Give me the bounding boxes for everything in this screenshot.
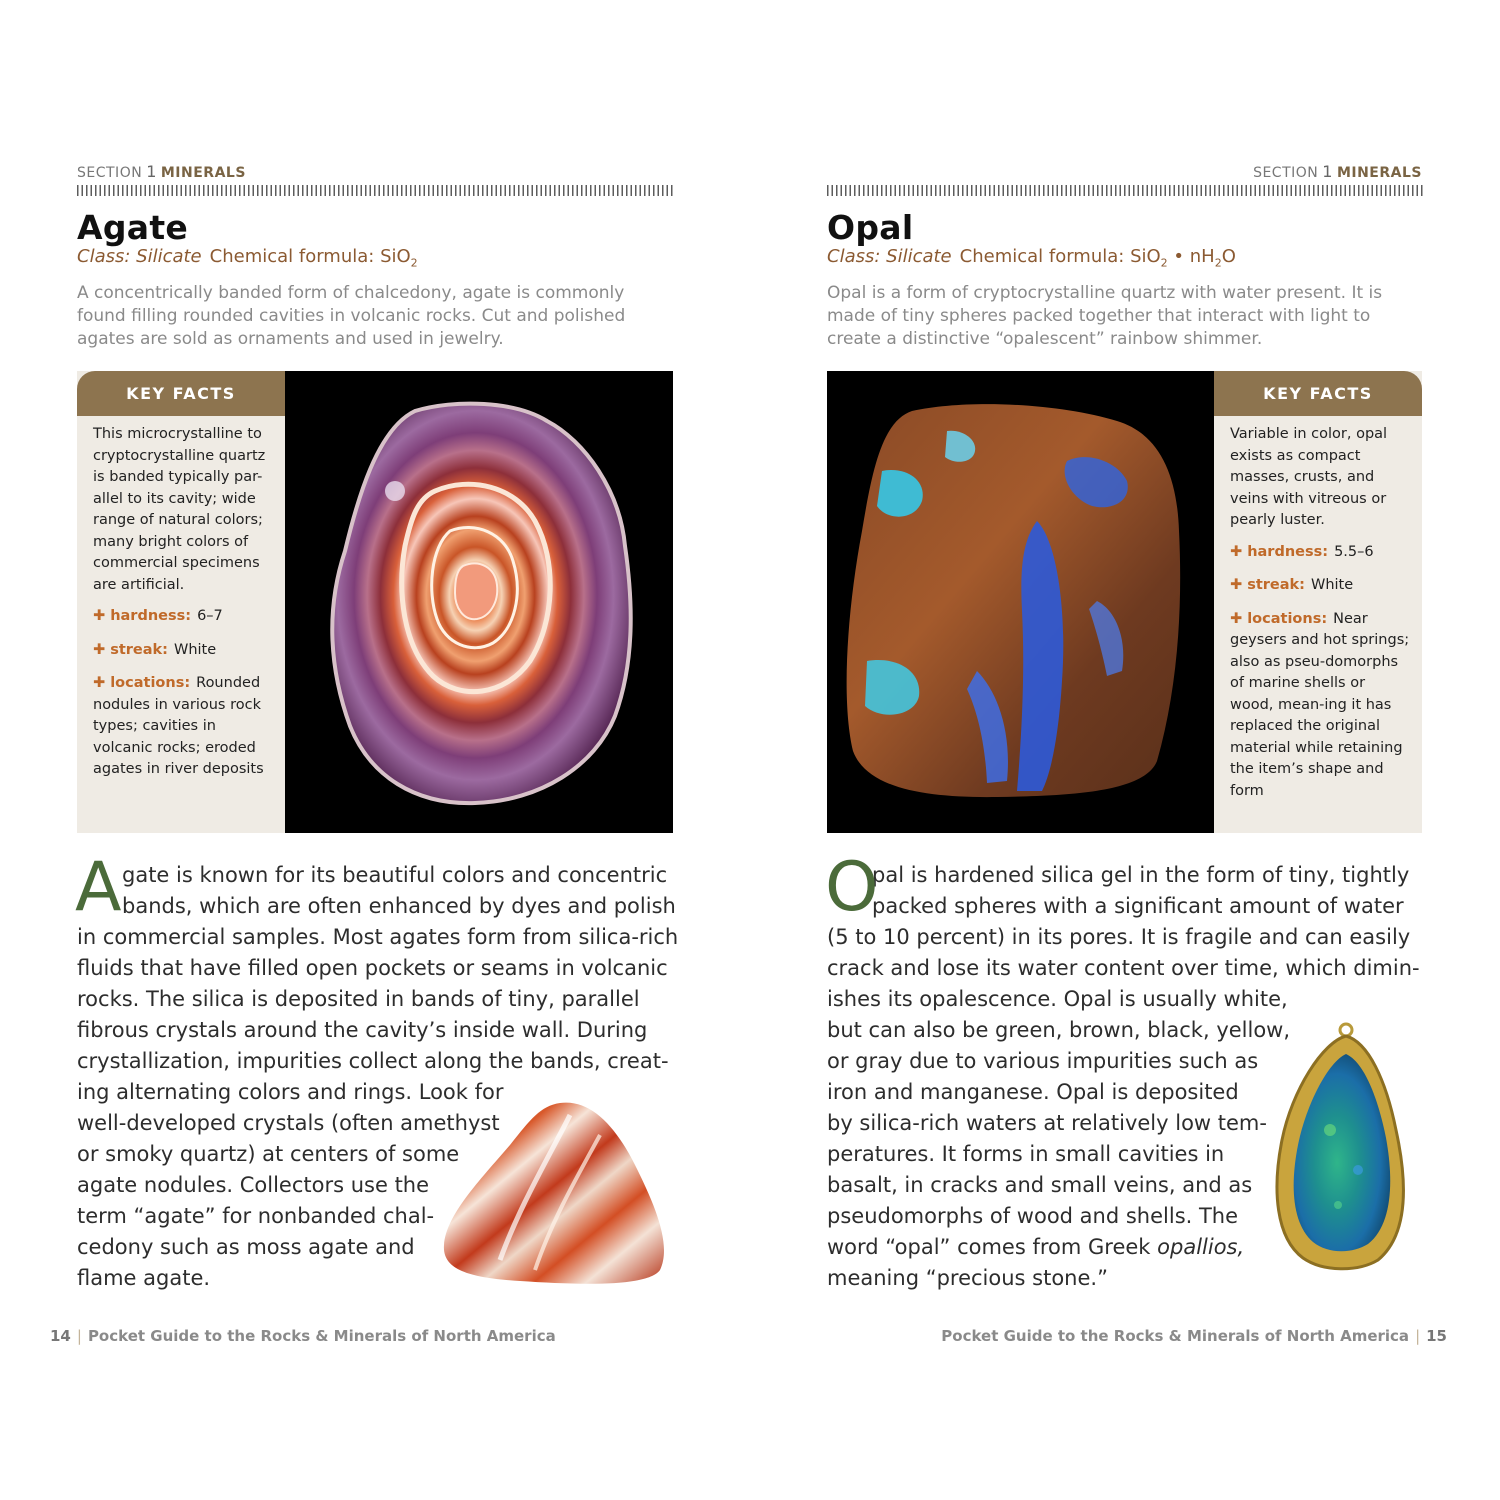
- body-line: pal is hardened silica gel in the form of tiny, tightly: [872, 863, 1410, 887]
- formula-label: Chemical formula: SiO: [209, 246, 411, 267]
- body-line: iron and manganese. Opal is deposited: [827, 1080, 1239, 1104]
- class-label: Class: Silicate: [827, 246, 952, 267]
- body-line: basalt, in cracks and small veins, and as: [827, 1173, 1253, 1197]
- plus-icon: ✚: [1230, 543, 1248, 560]
- section-label: SECTION: [77, 165, 143, 181]
- fact-value: White: [1310, 577, 1354, 593]
- formula-label: Chemical formula: SiO: [959, 246, 1161, 267]
- page-number: 14: [50, 1327, 71, 1345]
- formula-middle: • nH: [1167, 246, 1215, 267]
- agate-slice-image: [285, 371, 673, 833]
- fact-hardness: [1230, 542, 1412, 564]
- section-header: [1253, 162, 1422, 181]
- fact-label: streak:: [1247, 577, 1305, 593]
- body-line: ishes its opalescence. Opal is usually white,: [827, 987, 1288, 1011]
- page-number: 15: [1426, 1327, 1447, 1345]
- body-line: bands, which are often enhanced by dyes and polish: [122, 894, 676, 918]
- fact-label: locations:: [1247, 610, 1328, 627]
- body-line: meaning “precious stone.”: [827, 1266, 1108, 1290]
- body-line: (5 to 10 percent) in its pores. It is fragile and can easily: [827, 925, 1411, 949]
- plus-icon: ✚: [93, 641, 111, 658]
- fact-hardness: [93, 606, 275, 628]
- section-name: MINERALS: [1336, 165, 1422, 181]
- formula-subscript: 2: [1214, 256, 1222, 270]
- fact-locations: [93, 673, 275, 781]
- formula-subscript: 2: [1160, 256, 1168, 270]
- body-line-text: word “opal” comes from Greek: [827, 1235, 1158, 1259]
- section-label: SECTION: [1253, 165, 1319, 181]
- plus-icon: ✚: [1230, 610, 1248, 627]
- body-line: in commercial samples. Most agates form from silica-rich: [77, 925, 679, 949]
- body-line: flame agate.: [77, 1266, 211, 1290]
- formula-end: O: [1221, 246, 1236, 267]
- body-line: cedony such as moss agate and: [77, 1235, 415, 1259]
- formula-subscript: 2: [410, 256, 418, 270]
- body-line: but can also be green, brown, black, yellow,: [827, 1018, 1291, 1042]
- fact-label: streak:: [110, 641, 168, 658]
- body-line: gate is known for its beautiful colors and concentric: [122, 863, 668, 887]
- section-header: [77, 162, 246, 181]
- fact-label: hardness:: [110, 608, 192, 624]
- body-line: peratures. It forms in small cavities in: [827, 1142, 1225, 1166]
- agate-photo: [285, 371, 673, 833]
- fact-value: Near geysers and hot springs; also as pseu-domorphs of marine shells or wood, mean-ing it has replaced the original material while retaining the item’s shape and form: [1230, 610, 1410, 799]
- fact-label: hardness:: [1247, 543, 1329, 560]
- intro-text: Opal is a form of cryptocrystalline quartz with water present. It is made of tiny spheres packed together that interact with light to create a distinctive “opalescent” rainbow shimmer.: [827, 283, 1383, 349]
- body-line: or smoky quartz) at centers of some: [77, 1142, 460, 1166]
- intro-text: A concentrically banded form of chalcedony, agate is commonly found filling rounded cavities in volcanic rocks. Cut and polished agates are sold as ornaments and used in jewelry.: [77, 283, 626, 349]
- fact-value: 5.5–6: [1334, 543, 1374, 560]
- plus-icon: ✚: [93, 608, 111, 624]
- body-line: ing alternating colors and rings. Look for: [77, 1080, 504, 1104]
- fact-streak: [93, 640, 275, 662]
- body-line: by silica-rich waters at relatively low tem-: [827, 1111, 1267, 1135]
- section-name: MINERALS: [160, 165, 246, 181]
- page-footer: 14 | Pocket Guide to the Rocks & Minerals of North America: [50, 1327, 556, 1345]
- body-line: crack and lose its water content over time, which dimin-: [827, 956, 1420, 980]
- body-line: pseudomorphs of wood and shells. The: [827, 1204, 1239, 1228]
- mineral-title: Opal: [827, 208, 914, 247]
- footer-title: Pocket Guide to the Rocks & Minerals of North America: [941, 1327, 1410, 1345]
- key-facts-panel: [1214, 371, 1422, 833]
- fact-locations: [1230, 609, 1412, 803]
- body-line: well-developed crystals (often amethyst: [77, 1111, 500, 1135]
- body-line: fibrous crystals around the cavity’s inside wall. During: [77, 1018, 648, 1042]
- key-facts-panel: [77, 371, 285, 833]
- section-rule: [77, 185, 673, 196]
- footer-title: Pocket Guide to the Rocks & Minerals of North America: [87, 1327, 556, 1345]
- opal-pendant-image: [1268, 1020, 1418, 1275]
- opal-photo: [827, 371, 1214, 833]
- body-line: term “agate” for nonbanded chal-: [77, 1204, 435, 1228]
- body-line: or gray due to various impurities such as: [827, 1049, 1259, 1073]
- key-facts-heading: KEY FACTS: [1214, 371, 1422, 416]
- body-line: rocks. The silica is deposited in bands of tiny, parallel: [77, 987, 640, 1011]
- italic-word: opallios,: [1157, 1235, 1245, 1259]
- fact-streak: [1230, 575, 1412, 597]
- drop-cap: A: [75, 848, 122, 927]
- fact-label: locations:: [110, 675, 191, 691]
- class-line: [827, 246, 1236, 270]
- body-line: fluids that have filled open pockets or seams in volcanic: [77, 956, 668, 980]
- mineral-title: Agate: [77, 208, 189, 247]
- section-number: 1: [1322, 162, 1333, 181]
- opal-rock-image: [827, 371, 1214, 833]
- fact-value: Rounded nodules in various rock types; cavities in volcanic rocks; eroded agates in river deposits: [93, 675, 264, 777]
- section-rule: [827, 185, 1423, 196]
- plus-icon: ✚: [93, 675, 111, 691]
- tumbled-agate-image: [440, 1095, 672, 1287]
- key-facts-heading: KEY FACTS: [77, 371, 285, 416]
- body-line: packed spheres with a significant amount of water: [872, 894, 1404, 918]
- key-facts-description: This microcrystalline to cryptocrystalline quartz is banded typically par-allel to its cavity; wide range of natural colors; many bright colors of commercial specimens are artificial.: [93, 426, 266, 593]
- right-page: [750, 0, 1500, 1500]
- fact-value: 6–7: [197, 608, 223, 624]
- class-line: [77, 246, 418, 270]
- body-line: agate nodules. Collectors use the: [77, 1173, 430, 1197]
- page-footer: Pocket Guide to the Rocks & Minerals of North America | 15: [941, 1327, 1447, 1345]
- fact-value: White: [173, 641, 217, 658]
- plus-icon: ✚: [1230, 577, 1248, 593]
- body-line: crystallization, impurities collect along the bands, creat-: [77, 1049, 669, 1073]
- key-facts-description: Variable in color, opal exists as compact masses, crusts, and veins with vitreous or pearly luster.: [1230, 426, 1388, 528]
- class-label: Class: Silicate: [77, 246, 202, 267]
- drop-cap: O: [825, 848, 879, 927]
- section-number: 1: [146, 162, 157, 181]
